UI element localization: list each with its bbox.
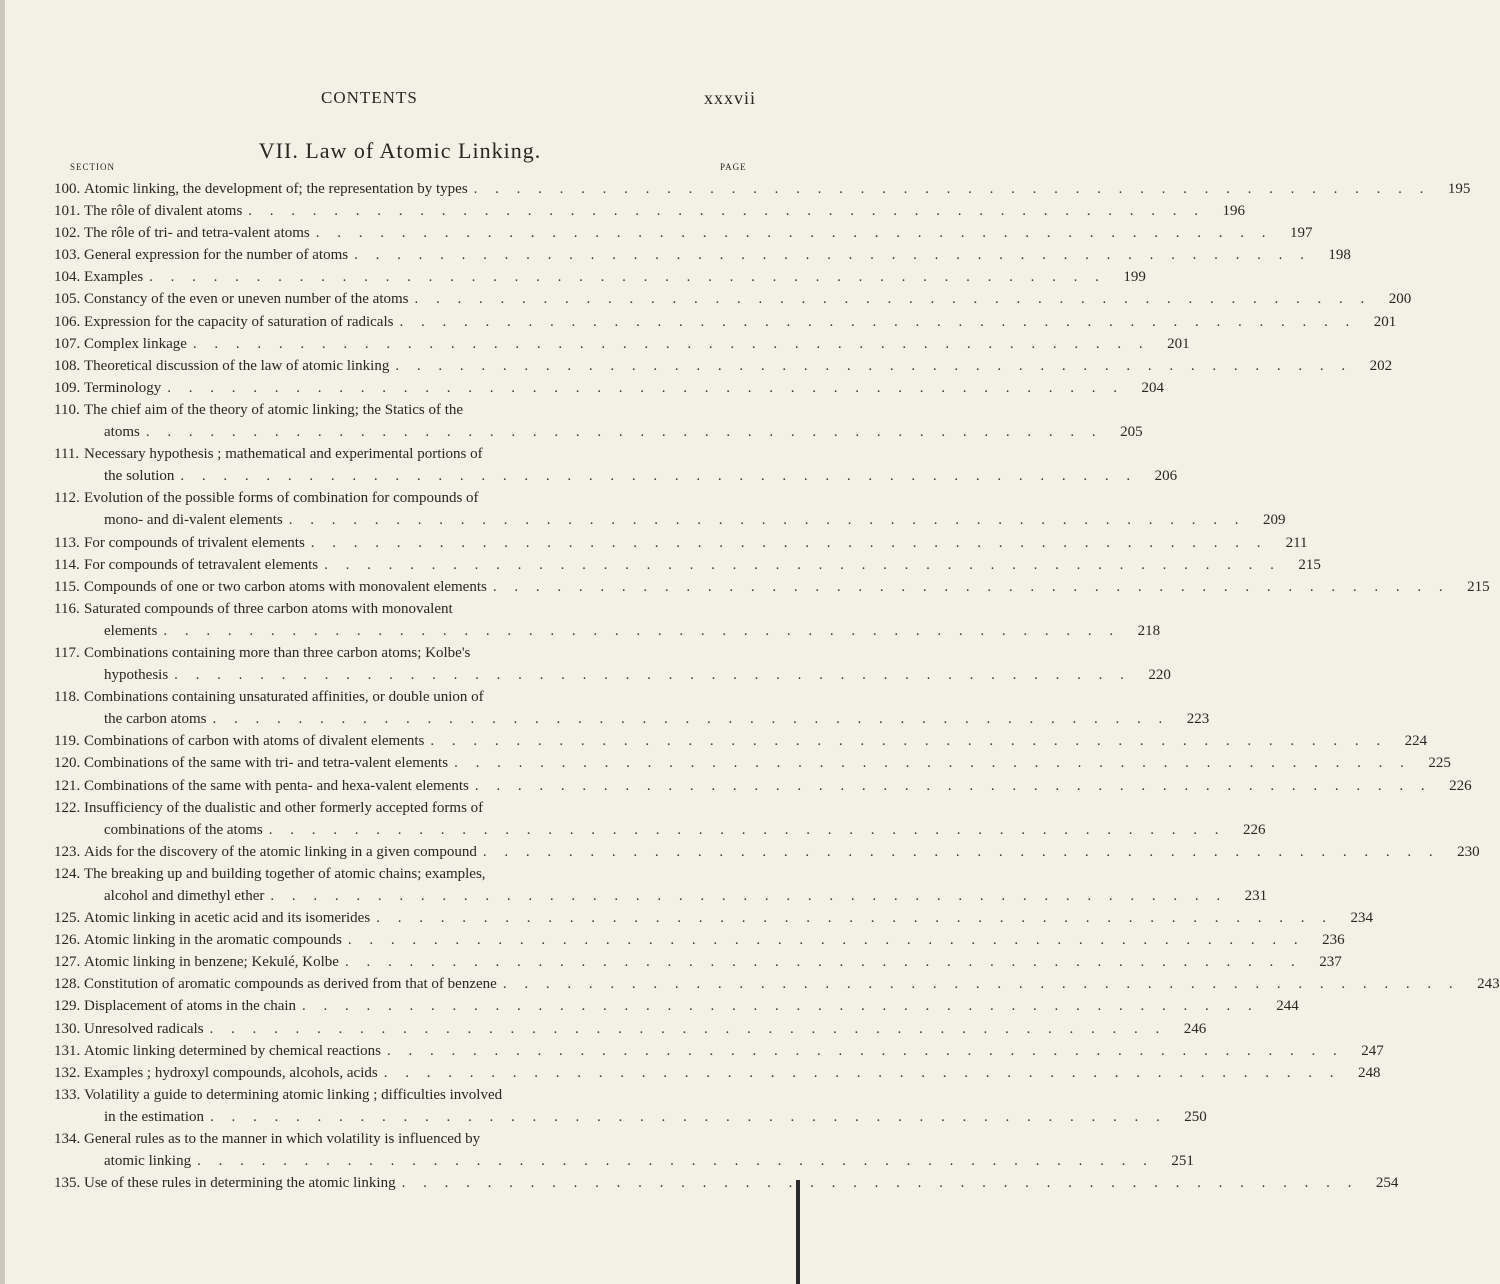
toc-entry	[0, 178, 1471, 200]
leader-dots: . . . . . . . . . . . . . . . . . . . . . . . . . . . . . . . . . . . . . . . . . . . . .	[145, 424, 1103, 441]
entry-title-line: Terminology	[84, 379, 162, 396]
chapter-title-text: VII. Law of Atomic Linking.	[258, 138, 542, 163]
entry-title-line: General rules as to the manner in which volatility is influenced by	[84, 1131, 481, 1148]
leader-dots: . . . . . . . . . . . . . . . . . . . . . . . . . . . . . . . . . . . . . . . . . . . . .	[268, 821, 1226, 838]
entry-title-line: Atomic linking in the aromatic compounds	[84, 932, 342, 949]
leader-dots: . . . . . . . . . . . . . . . . . . . . . . . . . . . . . . . . . . . . . . . . . . . . .	[474, 777, 1432, 794]
entry-page-number: 211	[1285, 534, 1308, 551]
section-number: 129.	[54, 998, 81, 1015]
entry-title-line: Constitution of aromatic compounds as derived from that of benzene	[84, 976, 497, 993]
toc-entry	[0, 1018, 1207, 1040]
section-number: 109.	[54, 379, 81, 396]
section-column-header: SECTION	[70, 162, 115, 172]
section-number: 101.	[54, 203, 81, 220]
section-number: 133.	[54, 1086, 81, 1103]
entry-title-line: Combinations of the same with penta- and hexa-valent elements	[84, 777, 469, 794]
entry-title-line: For compounds of trivalent elements	[84, 534, 305, 551]
section-number: 112.	[54, 490, 80, 507]
toc-entry	[0, 333, 1190, 355]
toc-entry	[0, 642, 1171, 686]
section-number: 121.	[54, 777, 81, 794]
entry-page-number: 243	[1477, 976, 1500, 993]
leader-dots: . . . . . . . . . . . . . . . . . . . . . . . . . . . . . . . . . . . . . . . . . . . . .	[167, 379, 1125, 396]
section-number: 131.	[54, 1042, 81, 1059]
entry-page-number: 200	[1388, 291, 1412, 308]
entry-page-number: 195	[1447, 181, 1471, 197]
entry-page-number: 215	[1298, 556, 1321, 573]
toc-entry	[0, 487, 1286, 531]
toc-entry	[0, 1172, 1399, 1194]
entry-title-line: Evolution of the possible forms of combination for compounds of	[84, 490, 479, 507]
leader-dots: . . . . . . . . . . . . . . . . . . . . . . . . . . . . . . . . . . . . . . . . . . . . .	[401, 1175, 1359, 1192]
leader-dots: . . . . . . . . . . . . . . . . . . . . . . . . . . . . . . . . . . . . . . . . . . . . .	[209, 1108, 1167, 1125]
leader-dots: . . . . . . . . . . . . . . . . . . . . . . . . . . . . . . . . . . . . . . . . . . . . .	[163, 622, 1121, 639]
section-number: 104.	[54, 269, 81, 286]
leader-dots: . . . . . . . . . . . . . . . . . . . . . . . . . . . . . . . . . . . . . . . . . . . . .	[192, 335, 1150, 352]
section-number: 128.	[54, 976, 81, 993]
entry-title-line: Examples ; hydroxyl compounds, alcohols, acids	[84, 1064, 378, 1081]
entry-page-number: 244	[1276, 998, 1299, 1015]
section-number: 120.	[54, 755, 81, 772]
entry-title-line: Combinations of the same with tri- and tetra-valent elements	[84, 755, 449, 772]
toc-entry	[0, 929, 1345, 951]
entry-title-line: mono- and di-valent elements	[104, 512, 283, 529]
entry-page-number: 251	[1171, 1153, 1194, 1170]
section-number: 127.	[54, 954, 81, 971]
entry-page-number: 246	[1183, 1020, 1207, 1037]
entry-page-number: 237	[1319, 954, 1342, 971]
toc-entry	[0, 1062, 1381, 1084]
entry-page-number: 220	[1148, 667, 1171, 684]
entry-page-number: 225	[1428, 755, 1451, 772]
section-number: 125.	[54, 910, 81, 927]
toc-entry	[0, 686, 1210, 730]
entry-title-line: Complex linkage	[84, 335, 187, 352]
section-number: 114.	[54, 556, 80, 573]
entry-title-line: Use of these rules in determining the atomic linking	[84, 1175, 396, 1192]
toc-entry	[0, 951, 1342, 973]
leader-dots: . . . . . . . . . . . . . . . . . . . . . . . . . . . . . . . . . . . . . . . . . . . . .	[288, 512, 1246, 529]
section-number: 130.	[54, 1020, 81, 1037]
entry-page-number: 202	[1369, 357, 1393, 374]
section-number: 117.	[54, 644, 80, 661]
entry-title-line: atoms	[104, 424, 140, 441]
entry-title-line: Combinations containing unsaturated affinities, or double union of	[84, 689, 484, 706]
leader-dots: . . . . . . . . . . . . . . . . . . . . . . . . . . . . . . . . . . . . . . . . . . . . .	[395, 357, 1353, 374]
leader-dots: . . . . . . . . . . . . . . . . . . . . . . . . . . . . . . . . . . . . . . . . . . . . .	[212, 711, 1170, 728]
entry-title-line: Atomic linking, the development of; the representation by types	[84, 181, 468, 197]
page-number: xxxvii	[704, 88, 757, 108]
entry-title-line: Displacement of atoms in the chain	[84, 998, 297, 1015]
leader-dots: . . . . . . . . . . . . . . . . . . . . . . . . . . . . . . . . . . . . . . . . . . . . .	[383, 1064, 1341, 1081]
section-number: 103.	[54, 247, 81, 264]
leader-dots: . . . . . . . . . . . . . . . . . . . . . . . . . . . . . . . . . . . . . . . . . . . . .	[174, 667, 1131, 684]
toc-entry	[0, 797, 1266, 841]
leader-dots: . . . . . . . . . . . . . . . . . . . . . . . . . . . . . . . . . . . . . . . . . . . . .	[209, 1020, 1167, 1037]
entry-page-number: 209	[1262, 512, 1286, 529]
leader-dots: . . . . . . . . . . . . . . . . . . . . . . . . . . . . . . . . . . . . . . . . . . . . .	[344, 954, 1302, 971]
entry-page-number: 236	[1322, 932, 1345, 949]
leader-dots: . . . . . . . . . . . . . . . . . . . . . . . . . . . . . . . . . . . . . . . . . . . . .	[197, 1153, 1154, 1170]
section-number: 124.	[54, 865, 81, 882]
entry-page-number: 231	[1244, 888, 1268, 904]
leader-dots: . . . . . . . . . . . . . . . . . . . . . . . . . . . . . . . . . . . . . . . . . . . . .	[270, 888, 1228, 904]
entry-page-number: 226	[1449, 777, 1472, 794]
entry-page-number: 224	[1404, 733, 1428, 750]
section-number: 118.	[54, 689, 80, 706]
entry-page-number: 230	[1457, 843, 1480, 860]
entry-title-line: Compounds of one or two carbon atoms with monovalent elements	[84, 578, 487, 595]
section-number: 113.	[54, 534, 80, 551]
toc-entry	[0, 752, 1451, 774]
toc-entry	[0, 266, 1146, 288]
toc-entry	[0, 1040, 1384, 1062]
section-number: 119.	[54, 733, 80, 750]
entry-title-line: the solution	[104, 468, 175, 485]
toc-entry	[0, 399, 1143, 443]
toc-entry	[0, 377, 1165, 399]
entry-page-number: 204	[1141, 379, 1165, 396]
page-edge-shadow	[796, 1180, 800, 1284]
toc-entry	[0, 554, 1321, 576]
toc-entry	[0, 907, 1373, 929]
leader-dots: . . . . . . . . . . . . . . . . . . . . . . . . . . . . . . . . . . . . . . . . . . . . .	[324, 556, 1281, 573]
entry-page-number: 215	[1467, 578, 1490, 595]
entry-page-number: 247	[1361, 1042, 1384, 1059]
section-number: 107.	[54, 335, 81, 352]
entry-title-line: Unresolved radicals	[84, 1020, 204, 1037]
entry-page-number: 250	[1184, 1108, 1207, 1125]
toc-entry	[0, 311, 1397, 333]
toc-entry	[0, 288, 1412, 310]
leader-dots: . . . . . . . . . . . . . . . . . . . . . . . . . . . . . . . . . . . . . . . . . . . . .	[482, 843, 1440, 860]
leader-dots: . . . . . . . . . . . . . . . . . . . . . . . . . . . . . . . . . . . . . . . . . . . . .	[354, 247, 1311, 264]
leader-dots: . . . . . . . . . . . . . . . . . . . . . . . . . . . . . . . . . . . . . . . . . . . . .	[315, 225, 1273, 242]
section-number: 135.	[54, 1175, 81, 1192]
section-number: 126.	[54, 932, 81, 949]
entry-page-number: 201	[1373, 313, 1397, 330]
entry-page-number: 199	[1123, 269, 1146, 286]
leader-dots: . . . . . . . . . . . . . . . . . . . . . . . . . . . . . . . . . . . . . . . . . . . . .	[347, 932, 1305, 949]
entry-title-line: Examples	[84, 269, 144, 286]
section-number: 132.	[54, 1064, 81, 1081]
entry-page-number: 223	[1186, 711, 1210, 728]
section-number: 122.	[54, 799, 81, 816]
section-number: 110.	[54, 401, 80, 418]
toc-entry	[0, 443, 1178, 487]
toc-entry	[0, 576, 1490, 598]
entry-page-number: 218	[1137, 622, 1161, 639]
entry-title-line: combinations of the atoms	[104, 821, 263, 838]
entry-title-line: Volatility a guide to determining atomic linking ; difficulties involved	[84, 1086, 503, 1103]
entry-title-line: Atomic linking in benzene; Kekulé, Kolbe	[84, 954, 339, 971]
leader-dots: . . . . . . . . . . . . . . . . . . . . . . . . . . . . . . . . . . . . . . . . . . . . .	[502, 976, 1460, 993]
entry-page-number: 198	[1328, 247, 1351, 264]
entry-page-number: 196	[1222, 203, 1246, 220]
entry-title-line: Necessary hypothesis ; mathematical and experimental portions of	[84, 446, 483, 463]
entry-title-line: the carbon atoms	[104, 711, 207, 728]
entry-title-line: Theoretical discussion of the law of atomic linking	[84, 357, 390, 374]
leader-dots: . . . . . . . . . . . . . . . . . . . . . . . . . . . . . . . . . . . . . . . . . . . . .	[376, 910, 1333, 927]
entry-title-line: alcohol and dimethyl ether	[104, 888, 265, 904]
section-number: 106.	[54, 313, 81, 330]
toc-entry	[0, 841, 1480, 863]
entry-title-line: For compounds of tetravalent elements	[84, 556, 319, 573]
toc-entry	[0, 775, 1472, 797]
leader-dots: . . . . . . . . . . . . . . . . . . . . . . . . . . . . . . . . . . . . . . . . . . . . .	[248, 203, 1206, 220]
leader-dots: . . . . . . . . . . . . . . . . . . . . . . . . . . . . . . . . . . . . . . . . . . . . .	[399, 313, 1357, 330]
toc-entry	[0, 1084, 1207, 1128]
toc-entry	[0, 863, 1268, 907]
entry-title-line: The rôle of divalent atoms	[84, 203, 243, 220]
table-of-contents	[0, 178, 1500, 1194]
toc-entry	[0, 1128, 1194, 1172]
entry-title-line: in the estimation	[104, 1108, 204, 1125]
entry-title-line: Saturated compounds of three carbon atoms with monovalent	[84, 600, 453, 617]
section-number: 108.	[54, 357, 81, 374]
section-number: 115.	[54, 578, 80, 595]
toc-entry	[0, 730, 1428, 752]
entry-title-line: Atomic linking determined by chemical reactions	[84, 1042, 381, 1059]
entry-title-line: General expression for the number of atoms	[84, 247, 349, 264]
toc-entry	[0, 244, 1351, 266]
entry-title-line: Constancy of the even or uneven number of the atoms	[84, 291, 409, 308]
entry-title-line: The chief aim of the theory of atomic linking; the Statics of the	[84, 401, 464, 418]
entry-title-line: hypothesis	[104, 667, 169, 684]
section-number: 123.	[54, 843, 81, 860]
entry-title-line: Aids for the discovery of the atomic linking in a given compound	[84, 843, 477, 860]
entry-page-number: 234	[1350, 910, 1373, 927]
toc-entry	[0, 995, 1299, 1017]
entry-title-line: atomic linking	[104, 1153, 192, 1170]
toc-entry	[0, 532, 1308, 554]
page-column-header: PAGE	[720, 162, 747, 172]
running-title: CONTENTS	[321, 88, 418, 107]
entry-page-number: 205	[1120, 424, 1143, 441]
section-number: 102.	[54, 225, 81, 242]
entry-title-line: Combinations of carbon with atoms of divalent elements	[84, 733, 425, 750]
toc-entry	[0, 355, 1393, 377]
leader-dots: . . . . . . . . . . . . . . . . . . . . . . . . . . . . . . . . . . . . . . . . . . . . .	[454, 755, 1411, 772]
leader-dots: . . . . . . . . . . . . . . . . . . . . . . . . . . . . . . . . . . . . . . . . . . . . .	[302, 998, 1259, 1015]
entry-page-number: 248	[1357, 1064, 1381, 1081]
entry-page-number: 226	[1242, 821, 1266, 838]
leader-dots: . . . . . . . . . . . . . . . . . . . . . . . . . . . . . . . . . . . . . . . . . . . . .	[180, 468, 1138, 485]
leader-dots: . . . . . . . . . . . . . . . . . . . . . . . . . . . . . . . . . . . . . . . . . . . . .	[310, 534, 1268, 551]
entry-title-line: Combinations containing more than three carbon atoms; Kolbe's	[84, 644, 471, 661]
section-number: 111.	[54, 446, 80, 463]
section-number: 134.	[54, 1131, 81, 1148]
toc-entry	[0, 200, 1246, 222]
leader-dots: . . . . . . . . . . . . . . . . . . . . . . . . . . . . . . . . . . . . . . . . . . . . .	[430, 733, 1388, 750]
entry-title-line: Insufficiency of the dualistic and other formerly accepted forms of	[84, 799, 484, 816]
leader-dots: . . . . . . . . . . . . . . . . . . . . . . . . . . . . . . . . . . . . . . . . . . . . .	[492, 578, 1450, 595]
page-header	[0, 88, 800, 112]
section-number: 100.	[54, 181, 81, 197]
leader-dots: . . . . . . . . . . . . . . . . . . . . . . . . . . . . . . . . . . . . . . . . . . . . .	[149, 269, 1106, 286]
entry-title-line: The rôle of tri- and tetra-valent atoms	[84, 225, 310, 242]
entry-title-line: Expression for the capacity of saturation of radicals	[84, 313, 394, 330]
toc-entry	[0, 598, 1161, 642]
entry-page-number: 206	[1154, 468, 1178, 485]
entry-page-number: 197	[1290, 225, 1313, 242]
entry-title-line: Atomic linking in acetic acid and its isomerides	[84, 910, 371, 927]
entry-page-number: 254	[1375, 1175, 1399, 1192]
section-number: 116.	[54, 600, 80, 617]
chapter-title	[0, 138, 800, 164]
leader-dots: . . . . . . . . . . . . . . . . . . . . . . . . . . . . . . . . . . . . . . . . . . . . .	[473, 181, 1431, 197]
toc-entry	[0, 973, 1500, 995]
entry-title-line: The breaking up and building together of atomic chains; examples,	[84, 865, 486, 882]
leader-dots: . . . . . . . . . . . . . . . . . . . . . . . . . . . . . . . . . . . . . . . . . . . . .	[387, 1042, 1344, 1059]
leader-dots: . . . . . . . . . . . . . . . . . . . . . . . . . . . . . . . . . . . . . . . . . . . . .	[414, 291, 1372, 308]
entry-title-line: elements	[104, 622, 158, 639]
toc-entry	[0, 222, 1313, 244]
entry-page-number: 201	[1167, 335, 1190, 352]
section-number: 105.	[54, 291, 81, 308]
